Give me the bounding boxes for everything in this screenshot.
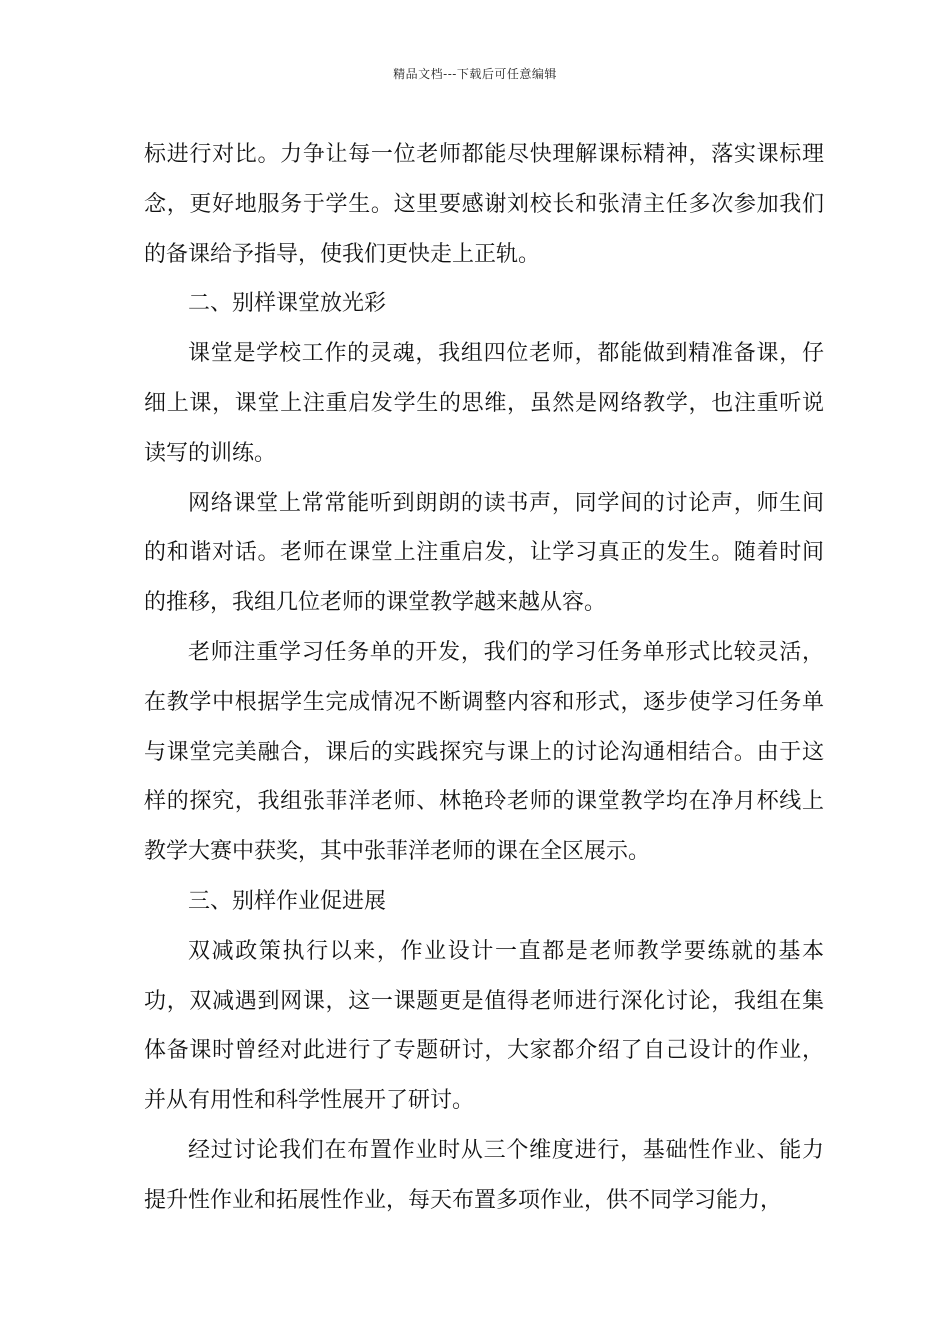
paragraph: 经过讨论我们在布置作业时从三个维度进行，基础性作业、能力提升性作业和拓展性作业，每天布置多项作业，供不同学习能力， <box>144 1137 824 1213</box>
paragraph: 网络课堂上常常能听到朗朗的读书声，同学间的讨论声，师生间的和谐对话。老师在课堂上注重启发，让学习真正的发生。随着时间的推移，我组几位老师的课堂教学越来越从容。 <box>144 490 824 616</box>
paragraph: 双减政策执行以来，作业设计一直都是老师教学要练就的基本功，双减遇到网课，这一课题更是值得老师进行深化讨论，我组在集体备课时曾经对此进行了专题研讨，大家都介绍了自己设计的作业，并从有用性和科学性展开了研讨。 <box>144 938 824 1114</box>
paragraph: 老师注重学习任务单的开发，我们的学习任务单形式比较灵活，在教学中根据学生完成情况不断调整内容和形式，逐步使学习任务单与课堂完美融合，课后的实践探究与课上的讨论沟通相结合。由于这样的探究，我组张菲洋老师、林艳玲老师的课堂教学均在净月杯线上教学大赛中获奖，其中张菲洋老师的课在全区展示。 <box>144 639 824 865</box>
section-heading-2: 二、别样课堂放光彩 <box>188 291 387 317</box>
document-body <box>144 130 824 1226</box>
section-heading-3: 三、别样作业促进展 <box>188 888 387 914</box>
page-header: 精品文档---下载后可任意编辑 <box>393 67 557 81</box>
paragraph: 课堂是学校工作的灵魂，我组四位老师，都能做到精准备课，仔细上课，课堂上注重启发学生的思维，虽然是网络教学，也注重听说读写的训练。 <box>144 341 824 466</box>
paragraph-continuation: 标进行对比。力争让每一位老师都能尽快理解课标精神，落实课标理念，更好地服务于学生。这里要感谢刘校长和张清主任多次参加我们的备课给予指导，使我们更快走上正轨。 <box>144 142 824 267</box>
